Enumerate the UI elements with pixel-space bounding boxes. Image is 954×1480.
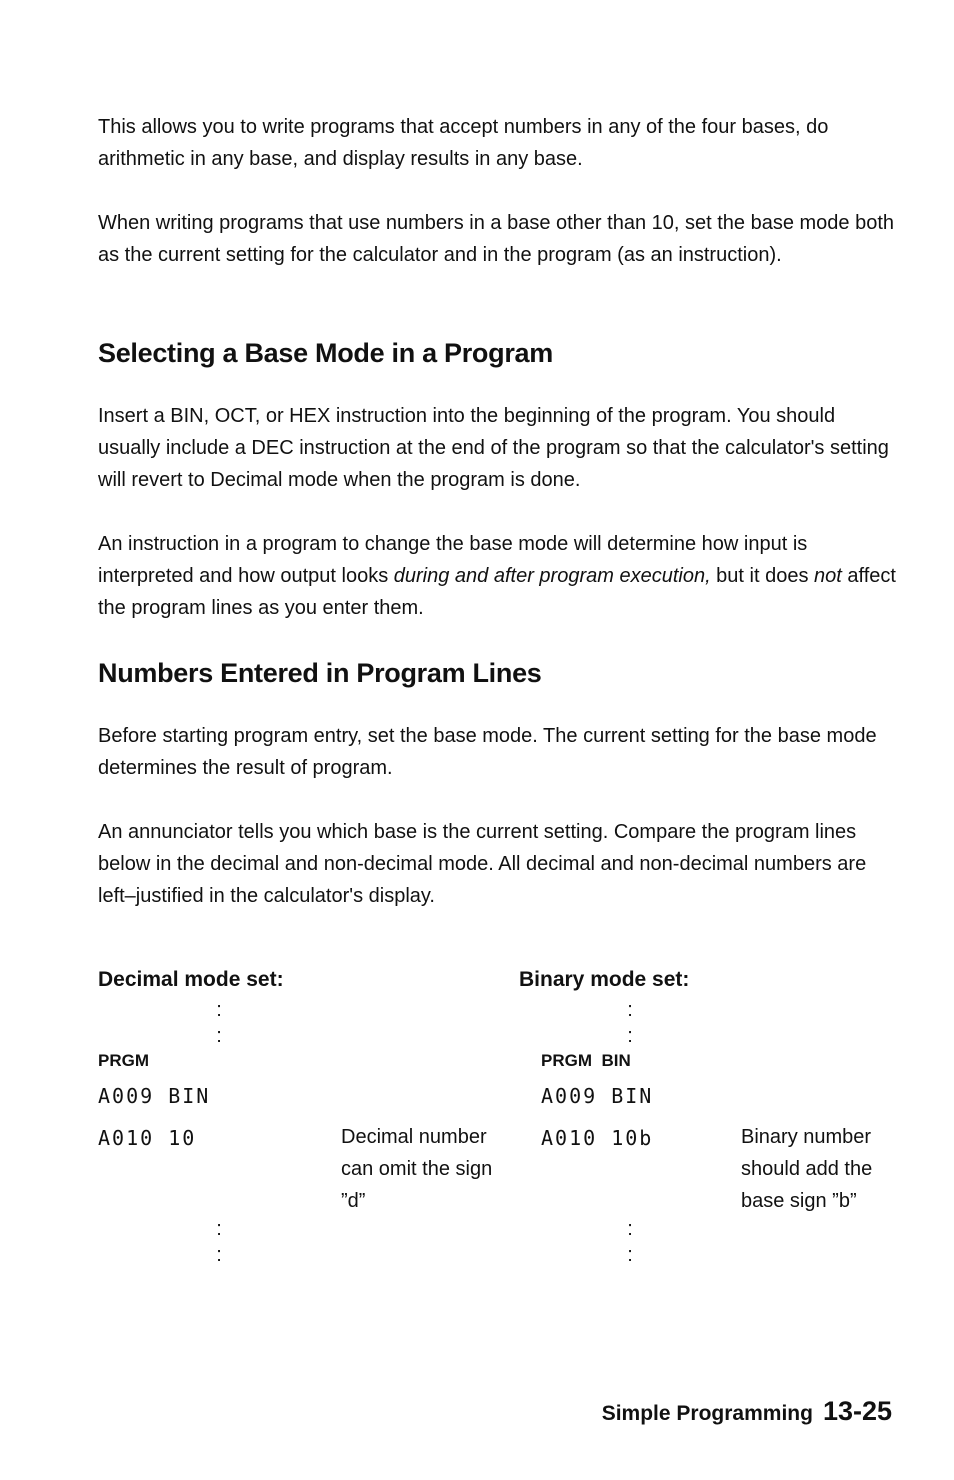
binary-note: Binary number should add the base sign ”b” — [741, 1126, 873, 1212]
page-number: 13-25 — [822, 1396, 892, 1426]
section2-paragraph-1: Before starting program entry, set the base mode. The current setting for the base mode determines the result of program. — [98, 725, 877, 779]
decimal-note: Decimal number can omit the sign ”d” — [341, 1126, 493, 1212]
decimal-ellipsis-top-2: : — [216, 1025, 222, 1047]
binary-ellipsis-top-2: : — [627, 1025, 633, 1047]
page-footer — [602, 1396, 892, 1427]
binary-mode-heading: Binary mode set: — [519, 968, 690, 991]
section2-paragraph-2: An annunciator tells you which base is the current setting. Compare the program lines below in the decimal and non-decimal mode. All decimal and non-decimal numbers are left–justified in the calculator's display. — [98, 821, 867, 907]
binary-program-line-1: A009 BIN — [541, 1084, 654, 1108]
decimal-ellipsis-bottom-2: : — [216, 1244, 222, 1266]
decimal-ellipsis-top-1: : — [216, 999, 222, 1021]
section-heading-numbers: Numbers Entered in Program Lines — [98, 658, 542, 688]
intro-paragraph-2: When writing programs that use numbers in a base other than 10, set the base mode both as the current setting for the calculator and in the program (as an instruction). — [98, 212, 895, 266]
binary-ellipsis-bottom-2: : — [627, 1244, 633, 1266]
section1-paragraph-2: An instruction in a program to change the base mode will determine how input is interpreted and how output looks during and after program execution, but it does not affect the program lines as you enter them. — [98, 533, 896, 619]
footer-section-title: Simple Programming — [601, 1402, 813, 1425]
decimal-program-line-1: A009 BIN — [98, 1084, 211, 1108]
binary-annunciator: PRGM BIN — [541, 1051, 631, 1070]
section-heading-base-mode: Selecting a Base Mode in a Program — [98, 338, 553, 368]
binary-ellipsis-bottom-1: : — [627, 1218, 633, 1240]
binary-program-line-2: A010 10b — [541, 1126, 654, 1150]
intro-paragraph-1: This allows you to write programs that accept numbers in any of the four bases, do arithmetic in any base, and display results in any base. — [98, 116, 829, 170]
binary-ellipsis-top-1: : — [627, 999, 633, 1021]
decimal-program-line-2: A010 10 — [98, 1126, 197, 1150]
decimal-mode-heading: Decimal mode set: — [98, 968, 284, 991]
decimal-ellipsis-bottom-1: : — [216, 1218, 222, 1240]
section1-paragraph-1: Insert a BIN, OCT, or HEX instruction into the beginning of the program. You should usually include a DEC instruction at the end of the program so that the calculator's setting will revert to Decimal mode when the program is done. — [98, 405, 889, 491]
decimal-annunciator: PRGM — [98, 1051, 149, 1070]
